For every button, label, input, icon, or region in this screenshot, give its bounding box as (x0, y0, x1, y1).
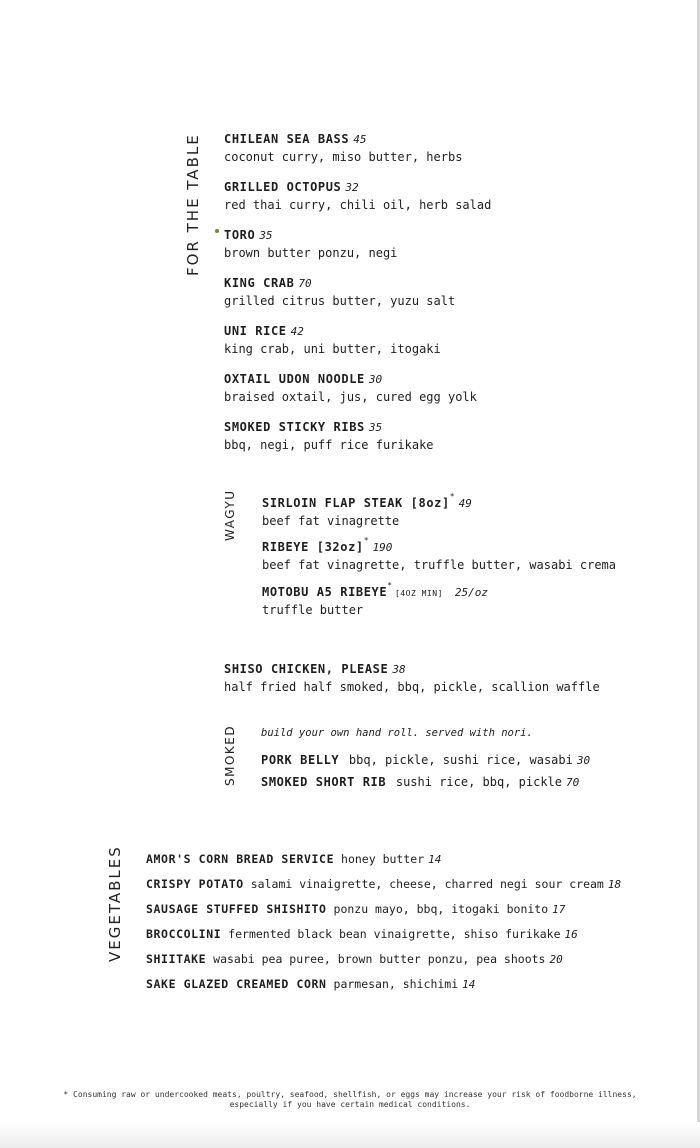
item-name: BROCCOLINI (146, 927, 222, 941)
smoked-note: build your own hand roll. served with nori. (261, 727, 533, 739)
menu-item (261, 749, 590, 768)
disclaimer-line: especially if you have certain medical conditions. (229, 1100, 471, 1109)
item-name: SAKE GLAZED CREAMED CORN (146, 977, 327, 991)
featured-dot-icon (215, 229, 219, 233)
item-price: 45 (353, 133, 367, 146)
item-name: SHIITAKE (146, 952, 207, 966)
item-description: braised oxtail, jus, cured egg yolk (224, 390, 477, 404)
item-name: GRILLED OCTOPUS (224, 180, 342, 194)
item-name: CRISPY POTATO (146, 877, 244, 891)
item-price: 32 (345, 181, 359, 194)
menu-item (224, 224, 397, 260)
raw-warning-asterisk: * (387, 581, 393, 590)
item-price: 30 (576, 754, 591, 767)
item-name: CHILEAN SEA BASS (224, 132, 350, 146)
menu-item (146, 877, 621, 891)
item-name: SMOKED STICKY RIBS (224, 420, 365, 434)
menu-item (224, 658, 600, 694)
section-label-for-the-table: FOR THE TABLE (184, 133, 202, 276)
item-description: truffle butter (262, 603, 364, 617)
menu-item (146, 902, 565, 916)
menu-item (224, 320, 441, 356)
item-name: OXTAIL UDON NOODLE (224, 372, 365, 386)
item-description: ponzu mayo, bbq, itogaki bonito (333, 902, 549, 916)
item-description: brown butter ponzu, negi (224, 246, 398, 260)
menu-item (146, 927, 578, 941)
raw-warning-asterisk: * (363, 536, 369, 545)
item-price: 20 (549, 953, 563, 966)
disclaimer-line: * Consuming raw or undercooked meats, poultry, seafood, shellfish, or eggs may increase your risk of foodborne illness, (63, 1090, 637, 1099)
item-name: SHISO CHICKEN, PLEASE (224, 662, 389, 676)
item-description: salami vinaigrette, cheese, charred negi sour cream (250, 877, 604, 891)
menu-item (262, 536, 616, 572)
raw-warning-asterisk: * (449, 492, 455, 501)
item-name: AMOR'S CORN BREAD SERVICE (146, 852, 335, 866)
menu-item (262, 581, 488, 617)
item-name: TORO (224, 228, 256, 242)
item-description: beef fat vinagrette (262, 514, 400, 528)
item-description: parmesan, shichimi (333, 977, 459, 991)
item-description: red thai curry, chili oil, herb salad (224, 198, 492, 212)
section-label-smoked: SMOKED (223, 724, 237, 786)
item-description: fermented black bean vinaigrette, shiso furikake (228, 927, 561, 941)
menu-item (261, 771, 579, 790)
item-minimum-note: [4OZ MIN] (395, 589, 443, 598)
item-price: 35 (368, 421, 383, 434)
item-name: UNI RICE (224, 324, 287, 338)
item-description: sushi rice, bbq, pickle (395, 775, 563, 789)
section-label-vegetables: VEGETABLES (106, 845, 124, 962)
item-description: king crab, uni butter, itogaki (224, 342, 441, 356)
item-price: 190 (372, 541, 393, 554)
item-description: bbq, pickle, sushi rice, wasabi (348, 753, 573, 767)
item-price: 14 (462, 978, 476, 991)
item-name: PORK BELLY (261, 753, 340, 767)
item-price: 49 (458, 497, 472, 510)
item-description: coconut curry, miso butter, herbs (224, 150, 463, 164)
item-description: grilled citrus butter, yuzu salt (224, 294, 456, 308)
menu-item (262, 492, 472, 528)
food-safety-disclaimer (0, 1090, 700, 1110)
item-price: 38 (392, 663, 406, 676)
menu-item (146, 977, 475, 991)
menu-item (224, 416, 434, 452)
item-price: 16 (564, 928, 578, 941)
item-price: 14 (428, 853, 442, 866)
item-description: bbq, negi, puff rice furikake (224, 438, 434, 452)
item-description: wasabi pea puree, brown butter ponzu, pea shoots (213, 952, 546, 966)
item-name: KING CRAB (224, 276, 295, 290)
item-description: half fried half smoked, bbq, pickle, scallion waffle (224, 680, 600, 694)
menu-item (224, 128, 462, 164)
item-price: 70 (566, 776, 580, 789)
item-price: 42 (290, 325, 304, 338)
item-price: 30 (368, 373, 383, 386)
section-label-wagyu: WAGYU (223, 489, 237, 541)
menu-item (224, 272, 455, 308)
item-name: SMOKED SHORT RIB (261, 775, 387, 789)
menu-item (146, 852, 441, 866)
item-price: 70 (298, 277, 312, 290)
item-name: SIRLOIN FLAP STEAK [8oz] (262, 496, 450, 510)
item-name: MOTOBU A5 RIBEYE (262, 585, 388, 599)
menu-item (146, 952, 563, 966)
item-name: SAUSAGE STUFFED SHISHITO (146, 902, 327, 916)
item-description: honey butter (341, 852, 425, 866)
item-name: RIBEYE [32oz] (262, 540, 364, 554)
item-price: 17 (552, 903, 566, 916)
bottom-shade (0, 1122, 700, 1148)
item-price: 35 (259, 229, 273, 242)
menu-item (224, 176, 491, 212)
item-description: beef fat vinagrette, truffle butter, wasabi crema (262, 558, 617, 572)
menu-item (224, 368, 477, 404)
item-price: 18 (607, 878, 622, 891)
item-price: 25/oz (454, 586, 489, 599)
